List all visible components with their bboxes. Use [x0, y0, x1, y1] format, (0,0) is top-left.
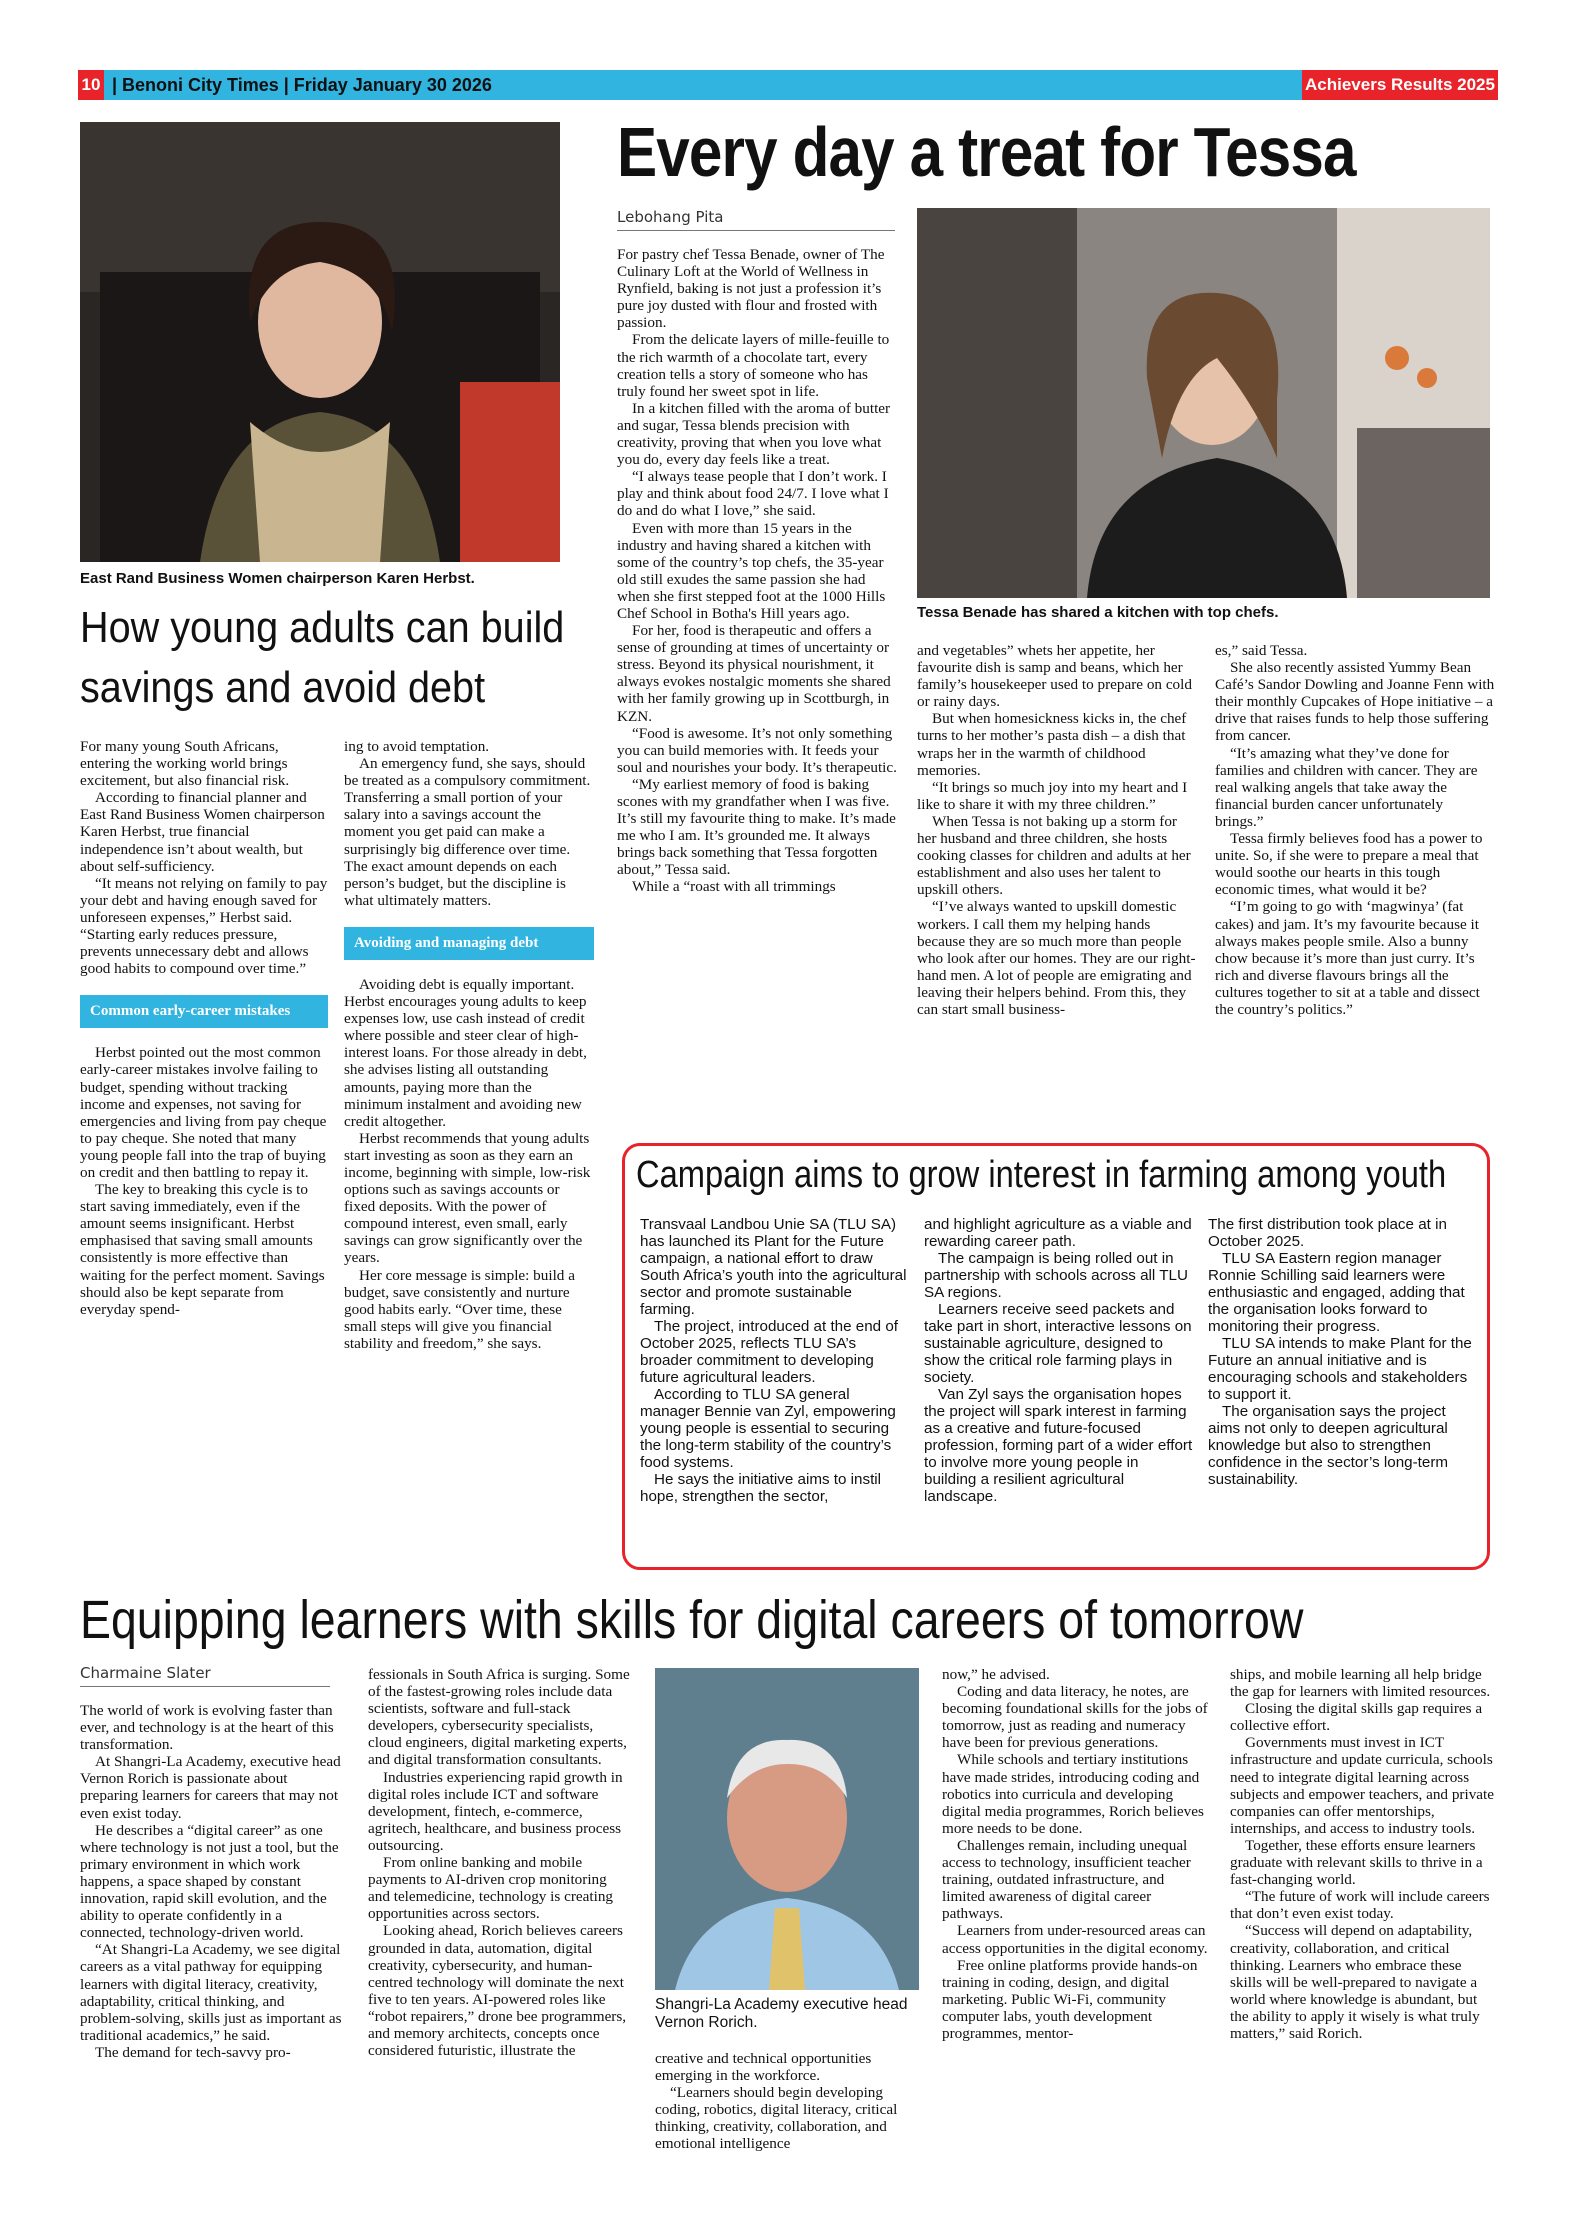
campaign-col-1: Transvaal Landbou Unie SA (TLU SA) has launched its Plant for the Future campaign, a national effort to draw South Africa’s youth into the agricultural sector and promote sustainable farming. The project, introduced at the end of October 2025, reflects TLU SA’s broader commitment to developing future agricultural leaders. According to TLU SA general manager Bennie van Zyl, empowering young people is essential to securing the long-term stability of the country’s food systems. He says the initiative aims to instil hope, strengthen the sector,: [640, 1216, 907, 1505]
headline-campaign: Campaign aims to grow interest in farming among youth: [636, 1154, 1447, 1196]
photo-caption-herbst: East Rand Business Women chairperson Karen Herbst.: [80, 570, 475, 587]
photo-vernon-rorich: [655, 1668, 919, 1990]
tessa-col-1: For pastry chef Tessa Benade, owner of The Culinary Loft at the World of Wellness in Rynfield, baking is not just a profession it’s pure joy dusted with flour and frosted with passion. From the delicate layers of mille-feuille to the rich warmth of a chocolate tart, every creation tells a story of someone who has truly found her sweet spot in life. In a kitchen filled with the aroma of butter and sugar, Tessa blends precision with creativity, proving that when you love what you do, every day feels like a treat. “I always tease people that I don’t work. I play and think about food 24/7. I love what I do and do what I love,” she said. Even with more than 15 years in the industry and having shared a kitchen with some of the country’s top chefs, the 35-year old still exudes the same passion she had when she first stepped foot at the 1000 Hills Chef School in Botha's Hill years ago. For her, food is therapeutic and offers a sense of grounding at times of uncertainty or stress. Beyond its physical nourishment, it always evokes nostalgic moments she shared with her family growing up in Scottburgh, in KZN. “Food is awesome. It’s not only something you can build memories with. It feeds your soul and nourishes your body. It’s therapeutic. “My earliest memory of food is baking scones with my grandfather when I was five. It’s still my favourite thing to make. It’s made me who I am. It’s grounded me. It always brings back something that Tessa forgotten about,” Tessa said. While a “roast with all trimmings: [617, 246, 897, 896]
savings-col-2: ing to avoid temptation. An emergency fund, she says, should be treated as a compulsory commitment. Transferring a small portion of your salary into a savings account the moment you get paid can make a surprisingly big difference over time. The exact amount depends on each person’s budget, but the discipline is what ultimately matters. Avoiding and managing debt Avoiding debt is equally important. Herbst encourages young adults to keep expenses low, use cash instead of credit where possible and steer clear of high-interest loans. For those already in debt, she advises listing all outstanding amounts, paying more than the minimum instalment and avoiding new credit altogether. Herbst recommends that young adults start investing as soon as they earn an income, beginning with simple, low-risk options such as savings accounts or fixed deposits. With the power of compound interest, even small, early savings can grow significantly over the years. Her core message is simple: build a budget, save consistently and nurture good habits early. “Over time, these small steps will give you financial stability and freedom,” she says.: [344, 738, 594, 1568]
headline-digital: Equipping learners with skills for digital careers of tomorrow: [80, 1590, 1304, 1650]
subhead-avoiding-debt: Avoiding and managing debt: [344, 927, 594, 960]
section-label: Achievers Results 2025: [1302, 70, 1498, 100]
digital-col-1: The world of work is evolving faster than ever, and technology is at the heart of this transformation. At Shangri-La Academy, executive head Vernon Rorich is passionate about preparing learners for careers that may not even exist today. He describes a “digital career” as one where technology is not just a tool, but the primary environment in which work happens, a space shaped by constant innovation, rapid skill evolution, and the ability to operate confidently in a connected, technology-driven world. “At Shangri-La Academy, we see digital careers as a vital pathway for equipping learners with digital literacy, creativity, adaptability, critical thinking, and problem-solving, skills just as important as traditional academics,” he said. The demand for tech-savvy pro-: [80, 1702, 342, 2061]
campaign-col-3: The first distribution took place at in October 2025. TLU SA Eastern region manager Ronnie Schilling said learners were enthusiastic and engaged, adding that the organisation looks forward to monitoring their progress. TLU SA intends to make Plant for the Future an annual initiative and is encouraging schools and stakeholders to support it. The organisation says the project aims not only to deepen agricultural knowledge but also to strengthen confidence in the sector’s long-term sustainability.: [1208, 1216, 1472, 1488]
savings-col-1b: Herbst pointed out the most common early-career mistakes involve failing to budget, spending without tracking income and expenses, not saving for emergencies and living from pay cheque to pay cheque. She noted that many young people fall into the trap of buying on credit and then battling to repay it. The key to breaking this cycle is to start saving immediately, even if the amount seems insignificant. Herbst emphasised that saving small amounts consistently is more effective than waiting for the perfect moment. Savings should also be kept separate from everyday spend-: [80, 1044, 327, 1318]
byline-digital: Charmaine Slater: [80, 1664, 330, 1687]
tessa-col-2: and vegetables” whets her appetite, her favourite dish is samp and beans, which her family’s housekeeper used to prepare on cold or rainy days. But when homesickness kicks in, the chef turns to her mother’s pasta dish – a dish that wraps her in the warmth of childhood memories. “It brings so much joy into my heart and I like to share it with my three children.” When Tessa is not baking up a storm for her husband and three children, she hosts cooking classes for children and adults at her establishment and also uses her talent to upskill others. “I’ve always wanted to upskill domestic workers. I call them my helping hands because they are so much more than people who look after our homes. They are our right-hand men. A lot of people are emigrating and leaving their helpers behind. From this, they can start small business-: [917, 642, 1196, 1018]
savings-col-1a: For many young South Africans, entering the working world brings excitement, but also financial risk. According to financial planner and East Rand Business Women chairperson Karen Herbst, true financial independence isn’t about wealth, but about self-sufficiency. “It means not relying on family to pay your debt and having enough saved for unforeseen expenses,” Herbst said. “Starting early reduces pressure, prevents unnecessary debt and allows good habits to compound over time.”: [80, 738, 328, 978]
campaign-col-2: and highlight agriculture as a viable and rewarding career path. The campaign is being rolled out in partnership with schools across all TLU SA regions. Learners receive seed packets and take part in short, interactive lessons on sustainable agriculture, designed to show the critical role farming plays in society. Van Zyl says the organisation hopes the project will spark interest in farming as a creative and future-focused profession, forming part of a wider effort to involve more young people in building a resilient agricultural landscape.: [924, 1216, 1193, 1505]
savings-col-1: [80, 738, 328, 1568]
photo-karen-herbst: [80, 122, 560, 562]
byline-tessa: Lebohang Pita: [617, 208, 895, 231]
subhead-common-mistakes: Common early-career mistakes: [80, 995, 328, 1028]
headline-savings: How young adults can build savings and avoid debt: [80, 603, 565, 712]
photo-caption-rorich: Shangri-La Academy executive head Vernon Rorich.: [655, 1996, 908, 2031]
digital-col-3: creative and technical opportunities emerging in the workforce. “Learners should begin developing coding, robotics, digital literacy, critical thinking, creativity, collaboration, and emotional intelligence: [655, 2050, 898, 2153]
headline-tessa: Every day a treat for Tessa: [617, 113, 1356, 191]
photo-tessa-benade: [917, 208, 1490, 598]
tessa-col-3: es,” said Tessa. She also recently assisted Yummy Bean Café’s Sandor Dowling and Joanne Fenn with their monthly Cupcakes of Hope initiative – a drive that raises funds to help those suffering from cancer. “It’s amazing what they’ve done for families and children with cancer. They are real walking angels that take away the financial burden cancer unfortunately brings.” Tessa firmly believes food has a power to unite. So, if she were to prepare a meal that would soothe our hearts in this tough economic times, what would it be? “I’m going to go with ‘magwinya’ (fat cakes) and jam. It’s my favourite because it always makes people smile. Also a bunny chow because it’s more than just curry. It’s rich and diverse flavours brings all the cultures together to sit at a table and dissect the country’s politics.”: [1215, 642, 1495, 1018]
page-number: 10: [78, 70, 104, 100]
photo-caption-tessa: Tessa Benade has shared a kitchen with top chefs.: [917, 604, 1279, 621]
masthead: | Benoni City Times | Friday January 30 2026: [112, 75, 492, 95]
digital-col-5: ships, and mobile learning all help bridge the gap for learners with limited resources. Closing the digital skills gap requires a collective effort. Governments must invest in ICT infrastructure and update curricula, schools need to integrate digital learning across subjects and empower teachers, and private companies can offer mentorships, internships, and access to industry tools. Together, these efforts ensure learners graduate with relevant skills to thrive in a fast-changing world. “The future of work will include careers that don’t even exist today. “Success will depend on adaptability, creativity, collaboration, and critical thinking. Learners who embrace these skills will be well-prepared to navigate a world where knowledge is abundant, but the ability to apply it wisely is what truly matters,” said Rorich.: [1230, 1666, 1494, 2042]
digital-col-2: fessionals in South Africa is surging. Some of the fastest-growing roles include data scientists, software and full-stack developers, cybersecurity specialists, cloud engineers, digital marketing experts, and digital transformation consultants. Industries experiencing rapid growth in digital roles include ICT and software development, fintech, e-commerce, agritech, healthcare, and business process outsourcing. From online banking and mobile payments to AI-driven crop monitoring and telemedicine, technology is creating opportunities across sectors. Looking ahead, Rorich believes careers grounded in data, automation, digital creativity, cybersecurity, and human-centred technology will dominate the next five to ten years. AI-powered roles like “robot repairers,” drone bee programmers, and memory architects, concepts once considered futuristic, illustrate the: [368, 1666, 630, 2060]
digital-col-4: now,” he advised. Coding and data literacy, he notes, are becoming foundational skills for the jobs of tomorrow, just as reading and numeracy have been for previous generations. While schools and tertiary institutions have made strides, introducing coding and robotics into curricula and developing digital media programmes, Rorich believes more needs to be done. Challenges remain, including unequal access to technology, insufficient teacher training, outdated infrastructure, and limited awareness of digital career pathways. Learners from under-resourced areas can access opportunities in the digital economy. Free online platforms provide hands-on training in coding, design, and digital marketing. Public Wi-Fi, community computer labs, youth development programmes, mentor-: [942, 1666, 1208, 2042]
